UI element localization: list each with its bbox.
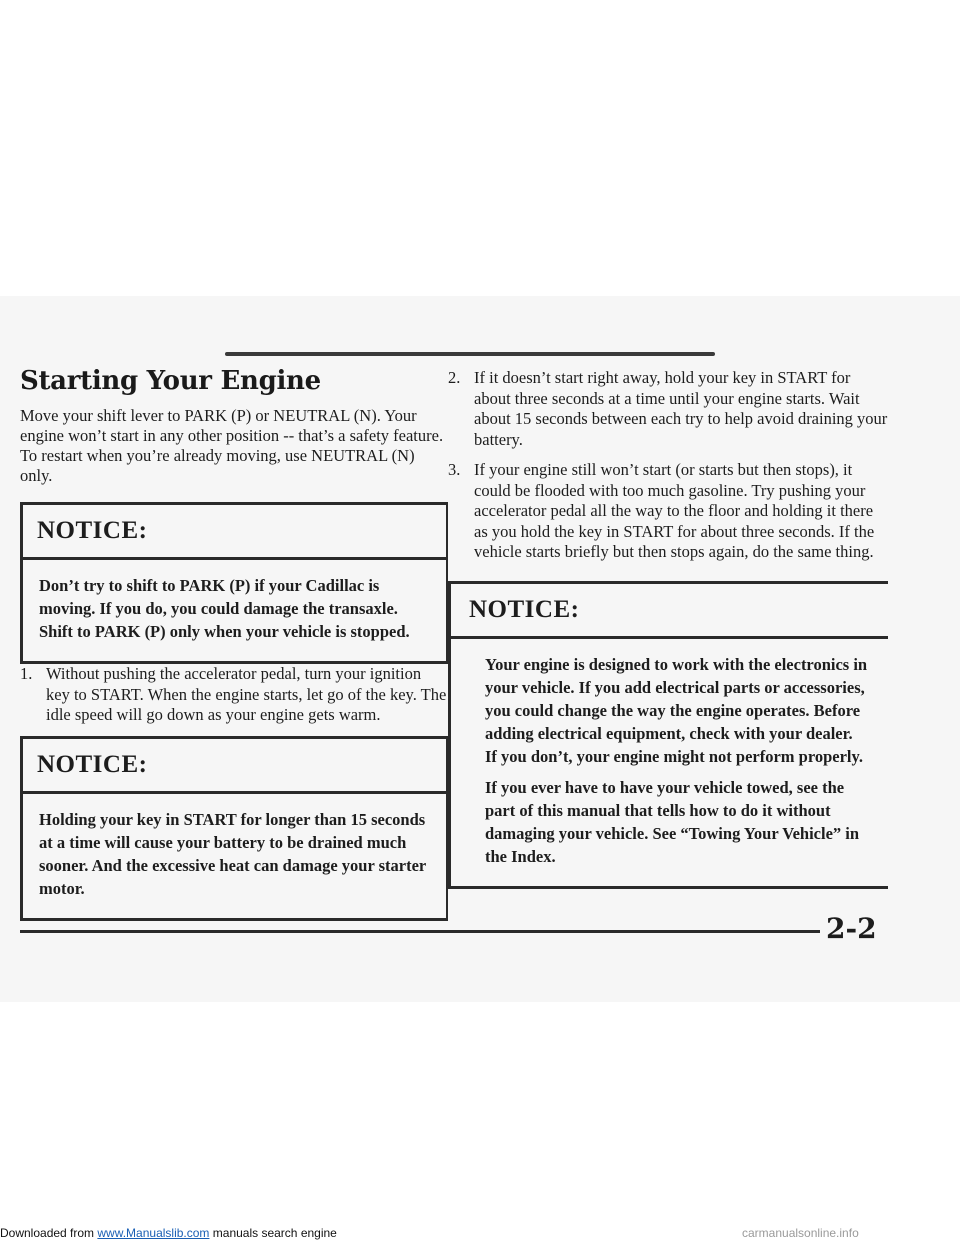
download-footer [0,1226,337,1240]
notice-header: NOTICE: [23,505,446,560]
step-text: Without pushing the accelerator pedal, turn your ignition key to START. When the engine starts, let go of the key. The idle speed will go down as your engine gets warm. [46,664,447,724]
notice-text: Holding your key in START for longer than 15 seconds at a time will cause your battery to be drained much sooner. And the excessive heat can damage your starter motor. [39,809,426,898]
section-title: Starting Your Engine [20,366,321,396]
bottom-margin [0,1002,960,1242]
steps-list [20,664,448,726]
step-item [448,368,888,450]
step-text: If it doesn’t start right away, hold your key in START for about three seconds at a time until your engine starts. Wait about 15 seconds between each try to help avoid draining your battery. [474,368,888,449]
step-item [448,460,888,563]
step-number: 1. [20,664,33,683]
notice-header: NOTICE: [23,739,446,794]
notice-body [23,560,446,661]
step-number: 2. [448,368,461,387]
notice-header: NOTICE: [451,584,888,639]
manualslib-link[interactable]: www.Manualslib.com [97,1226,210,1240]
page-number: 2-2 [826,912,877,945]
notice-text: Don’t try to shift to PARK (P) if your Cadillac is moving. If you do, you could damage the transaxle. Shift to PARK (P) only when your vehicle is stopped. [39,576,410,641]
notice-box [448,581,888,889]
footer-prefix: Downloaded from [0,1226,98,1240]
footer-suffix: manuals search engine [209,1226,337,1240]
right-column [448,368,888,889]
step-number: 3. [448,460,461,479]
notice-box [20,502,448,664]
step-text: If your engine still won’t start (or starts but then stops), it could be flooded with too much gasoline. Try pushing your accelerator pedal all the way to the floor and holding it there as you hold the key in START for about three seconds. If the vehicle starts briefly but then stops again, do the same thing. [474,460,875,561]
intro-paragraph: Move your shift lever to PARK (P) or NEUTRAL (N). Your engine won’t start in any other position -- that’s a safety feature. To restart when you’re already moving, use NEUTRAL (N) only. [20,406,444,485]
notice-box [20,736,448,921]
notice-body [451,639,888,886]
notice-body [23,794,446,918]
notice-text: If you ever have to have your vehicle towed, see the part of this manual that tells how to do it without damaging your vehicle. See “Towing Your Vehicle” in the Index. [485,777,860,866]
watermark: carmanualsonline.info [742,1226,859,1240]
top-margin [0,0,960,296]
steps-list [448,368,888,563]
notice-text: Your engine is designed to work with the electronics in your vehicle. If you add electrical parts or accessories, you could change the way the engine operates. Before adding electrical equipment, check with your dealer. If you don’t, your engine might not perform properly. [485,654,868,766]
step-item [20,664,448,726]
top-rule [225,352,715,356]
bottom-rule [20,930,820,933]
left-column [20,366,448,921]
